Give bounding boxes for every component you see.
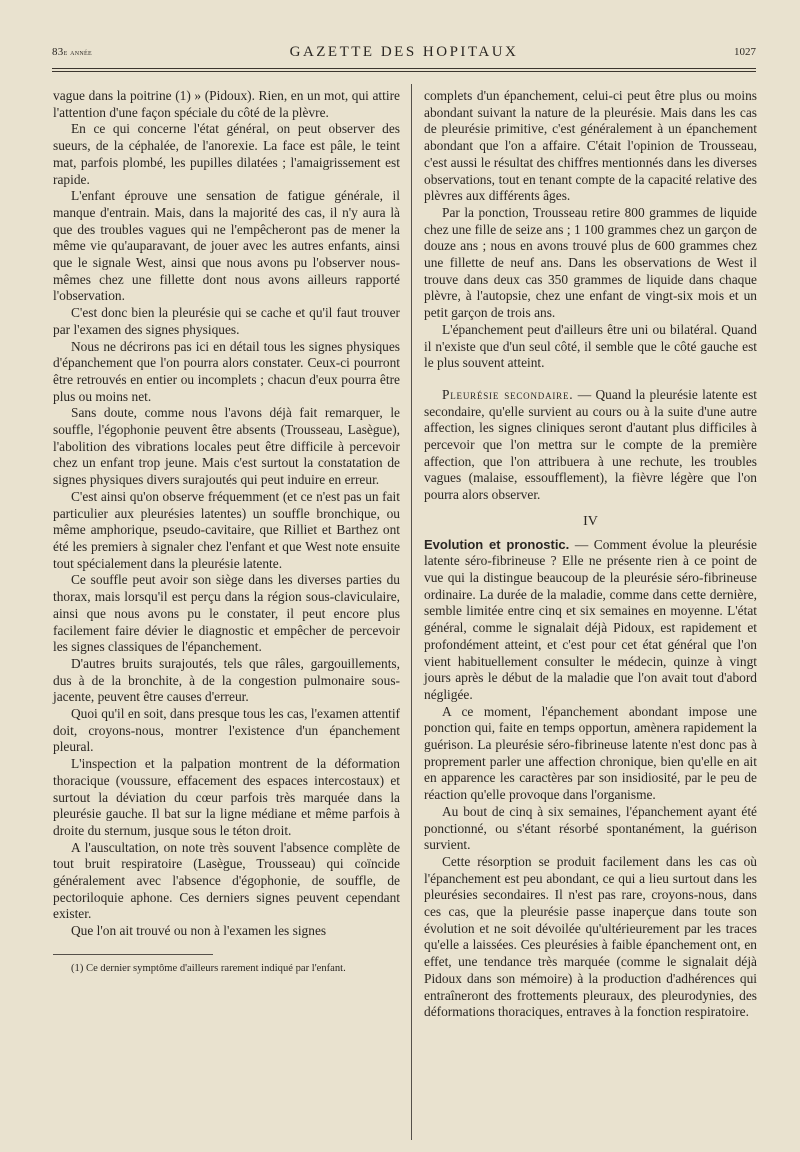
volume-number: 83 — [52, 46, 64, 58]
paragraph: En ce qui concerne l'état général, on peut observer des sueurs, de la céphalée, de l'anorexie. La face est pâle, le teint mat, parfois plombé, les pupilles dilatées ; l'amaigrissement est rapide. — [53, 121, 400, 187]
page-header — [52, 44, 756, 64]
paragraph: Nous ne décrirons pas ici en détail tous les signes physiques d'épanchement que l'on pourra alors constater. Ceux-ci pourront être retrouvés en entier ou incomplets ; chacun d'eux pourra être plus ou moins net. — [53, 338, 400, 404]
right-column — [424, 88, 757, 1021]
paragraph: L'enfant éprouve une sensation de fatigue générale, il manque d'entrain. Mais, dans la majorité des cas, il n'y aura là que des troubles vagues qui ne l'empêcheront pas de mener la même vie qu'auparavant, de jouer avec les autres enfants, ainsi que le signale West, ainsi que nous avons pu l'observer nous-mêmes chez une fillette dont nous avons ailleurs rapporté l'observation. — [53, 188, 400, 304]
paragraph: Que l'on ait trouvé ou non à l'examen les signes — [71, 923, 327, 939]
footnote: (1) Ce dernier symptôme d'ailleurs rarement indiqué par l'enfant. — [71, 962, 346, 974]
paragraph: Quoi qu'il en soit, dans presque tous les cas, l'examen attentif doit, croyons-nous, montrer l'existence d'un épanchement pleural. — [53, 706, 400, 755]
header-rule — [52, 68, 756, 69]
paragraph: complets d'un épanchement, celui-ci peut être plus ou moins abondant suivant la nature de la pleurésie. Mais dans les cas de pleurésie primitive, c'est généralement à un épanchement abondant que l'on a affaire. C'était l'opinion de Trousseau, c'est aussi le résultat des chiffres mentionnés dans les diverses observations, tout en tenant compte de la capacité relative des plèvres aux différents âges. — [424, 88, 757, 204]
page-number: 1027 — [734, 46, 756, 58]
paragraph: C'est ainsi qu'on observe fréquemment (et ce n'est pas un fait particulier aux pleurésies latentes) un souffle bronchique, ou même amphorique, pseudo-cavitaire, que Rilliet et Barthez ont été les premiers à signaler chez l'enfant et que West note ensuite tout spécialement dans la pleurésie latente. — [53, 488, 400, 571]
footnote-rule — [53, 954, 213, 955]
volume-suffix: e année — [63, 47, 92, 57]
section-number: IV — [583, 513, 598, 529]
paragraph: Sans doute, comme nous l'avons déjà fait remarquer, le souffle, l'égophonie peuvent être absents (Trousseau, Lasègue), l'abolition des vibrations locales peut être difficile à percevoir chez un enfant trop jeune. Mais c'est surtout la constatation de signes physiques divers surajoutés qui peut induire en erreur. — [53, 405, 400, 488]
secondary-pleurisy-heading: Pleurésie secondaire. — [442, 386, 574, 402]
left-column — [53, 88, 400, 975]
evolution-heading: Evolution et pronostic. — [424, 536, 570, 552]
paragraph: Au bout de cinq à six semaines, l'épanchement ayant été ponctionné, ou s'étant résorbé spontanément, la guérison survient. — [424, 803, 757, 853]
paragraph: L'inspection et la palpation montrent de la déformation thoracique (voussure, effacement des espaces intercostaux) et surtout la déviation du cœur parfois très marquée dans la pleurésie gauche. Il bat sur la ligne médiane et même parfois à droite du sternum, jusque sous le téton droit. — [53, 756, 400, 838]
secondary-pleurisy-paragraph — [424, 387, 757, 504]
header-rule-double — [52, 71, 756, 72]
paragraph: vague dans la poitrine (1) » (Pidoux). Rien, en un mot, qui attire l'attention d'une façon spéciale du côté de la plèvre. — [53, 88, 400, 120]
evolution-paragraph — [424, 537, 757, 704]
paragraph: Ce souffle peut avoir son siège dans les diverses parties du thorax, mais lorsqu'il est perçu dans la région sous-claviculaire, ainsi que nous avons pu le constater, il peut encore plus facilement faire dévier le diagnostic et empêcher de percevoir les signes classiques de l'épanchement. — [53, 572, 400, 655]
paragraph: Cette résorption se produit facilement dans les cas où l'épanchement est peu abondant, ce qui a lieu surtout dans les pleurésies secondaires. Il n'est pas rare, croyons-nous, dans ces cas, que la pleurésie passe inaperçue dans toute son évolution et ne soit dévoilée qu'ultérieurement par les traces qu'elle a laissées. Ces pleurésies à faible épanchement ont, en effet, une tendance très marquée (comme le signalait déjà Pidoux dans son mémoire) à la production d'adhérences qui entraîneront des frottements pleuraux, des pleurodynies, des déformations thoraciques, entraves à la fonction respiratoire. — [424, 853, 757, 1020]
secondary-pleurisy-text: — Quand la pleurésie latente est secondaire, qu'elle survient au cours ou à la suite d'une autre affection, les signes cliniques seront d'autant plus difficiles à percevoir que l'on mettra sur le compte de la première affection, que l'on attribuera à une rechute, les troubles vagues (malaise, essoufflement), la fièvre légère que l'on pourra alors observer. — [424, 386, 757, 503]
column-divider — [411, 84, 412, 1140]
paragraph: Par la ponction, Trousseau retire 800 grammes de liquide chez une fille de seize ans ; 1 100 grammes chez un garçon de douze ans ; nous en avons trouvé plus de 600 grammes chez une fillette de neuf ans. Dans les observations de West il trouve dans deux cas 350 grammes de liquide dans chaque plèvre, à l'autopsie, chez une enfant de vingt-six mois et un petit garçon de trois ans. — [424, 204, 757, 321]
paragraph: A l'auscultation, on note très souvent l'absence complète de tout bruit respiratoire (Lasègue, Trousseau) qui coïncide généralement avec l'absence d'égophonie, de souffle, de pectoriloquie aphone. Ces derniers signes peuvent cependant exister. — [53, 839, 400, 922]
paragraph: L'épanchement peut d'ailleurs être uni ou bilatéral. Quand il n'existe que d'un seul côté, il semble que le côté gauche est le plus souvent atteint. — [424, 321, 757, 371]
paragraph: A ce moment, l'épanchement abondant impose une ponction qui, faite en temps opportun, amènera rapidement la guérison. La pleurésie séro-fibrineuse latente n'est donc pas à proprement parler une affection chronique, bien qu'elle en ait en apparence les caractères par son insidiosité, par le peu de réaction qu'elle provoque dans l'organisme. — [424, 703, 757, 803]
paragraph: C'est donc bien la pleurésie qui se cache et qu'il faut trouver par l'examen des signes physiques. — [53, 305, 400, 337]
evolution-text: — Comment évolue la pleurésie latente séro-fibrineuse ? Elle ne présente rien à ce point de vue qui la distingue beaucoup de la pleurésie séro-fibrineuse ordinaire. La durée de la maladie, comme dans cette dernière, semble limitée entre cinq et six semaines en moyenne. L'état général, comme le signalait déjà Pidoux, est rapidement et profondément atteint, et c'est pour cet état général que l'on vient habituellement consulter le médecin, quinze à vingt jours après le début de la maladie que l'on avait tout d'abord négligée. — [424, 536, 757, 702]
paragraph: D'autres bruits surajoutés, tels que râles, gargouillements, dus à de la bronchite, à de la congestion pulmonaire sous-jacente, peuvent être causes d'erreur. — [53, 655, 400, 705]
journal-title: GAZETTE DES HOPITAUX — [289, 44, 519, 60]
